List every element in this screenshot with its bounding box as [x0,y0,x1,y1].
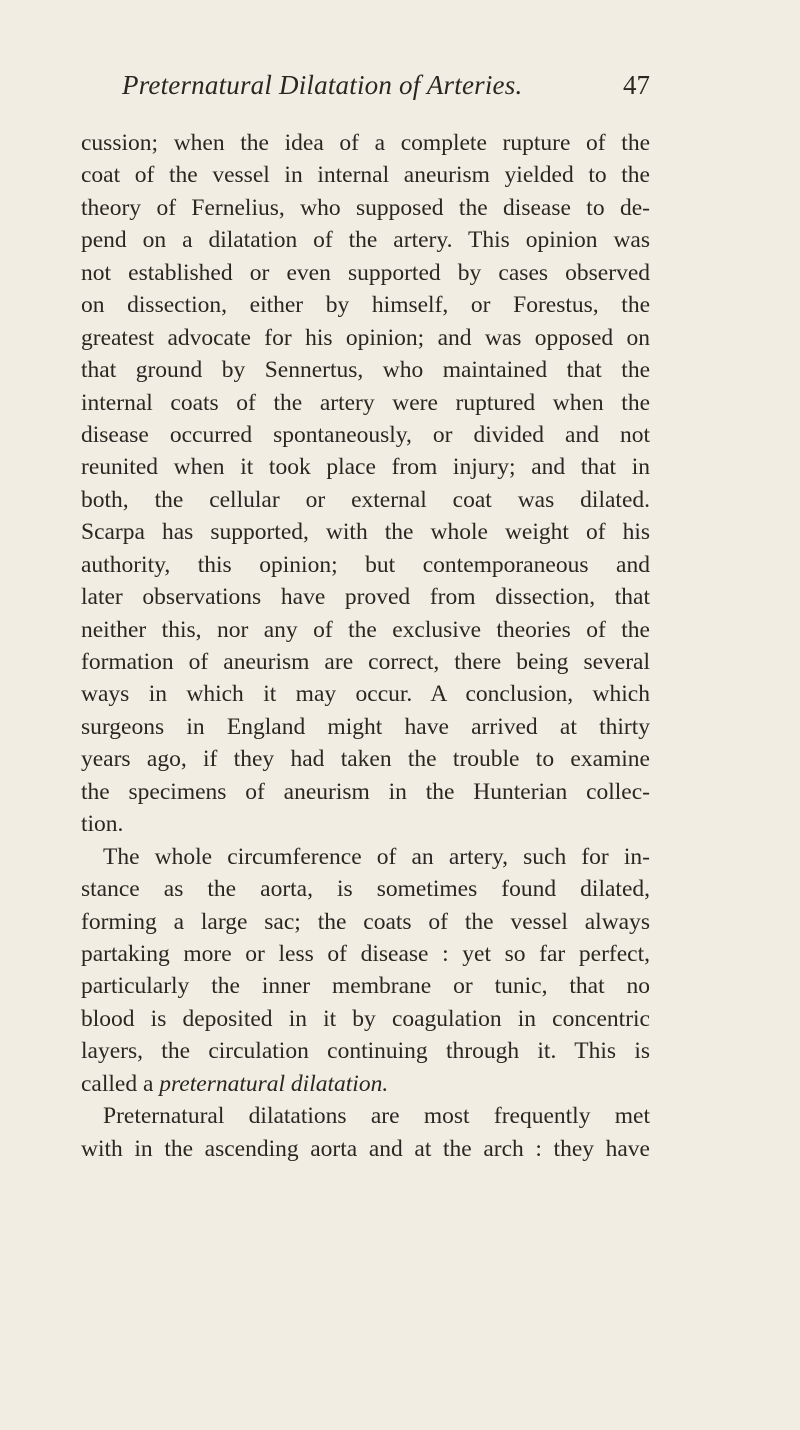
page-number: 47 [623,70,650,100]
running-header [122,70,650,110]
text-line: Preternatural dilatations are most frequently met [103,1103,650,1130]
text-line: theory of Fernelius, who supposed the disease to de- [81,194,650,221]
text-line [81,1068,650,1100]
text-line: particularly the inner membrane or tunic, that no [81,973,650,1000]
text-line: The whole circumference of an artery, such for in- [103,843,650,870]
text-line: disease occurred spontaneously, or divided and not [81,421,650,448]
text-line: forming a large sac; the coats of the vessel always [81,908,650,935]
text-line: that ground by Sennertus, who maintained that the [81,357,650,384]
text-line: pend on a dilatation of the artery. This opinion was [81,227,650,254]
text-line: both, the cellular or external coat was dilated. [81,486,650,513]
text-line: the specimens of aneurism in the Hunterian collec- [81,778,650,805]
text-line: later observations have proved from dissection, that [81,584,650,611]
text-line: authority, this opinion; but contemporaneous and [81,551,650,578]
text-line: blood is deposited in it by coagulation in concentric [81,1005,650,1032]
text-line: not established or even supported by cases observed [81,259,650,286]
text-line-start: called a [81,1070,154,1097]
body-text [81,127,650,1165]
text-line: Scarpa has supported, with the whole weight of his [81,519,650,546]
text-line: neither this, nor any of the exclusive theories of the [81,616,650,643]
text-line: ways in which it may occur. A conclusion, which [81,681,650,708]
text-line: stance as the aorta, is sometimes found dilated, [81,876,650,903]
text-line: cussion; when the idea of a complete rupture of the [81,130,650,156]
text-line: with in the ascending aorta and at the arch : they have [81,1135,650,1162]
text-line: surgeons in England might have arrived at thirty [81,713,650,740]
text-line: reunited when it took place from injury; and that in [81,454,650,481]
text-line: layers, the circulation continuing through it. This is [81,1038,650,1065]
text-line: internal coats of the artery were ruptured when the [81,389,650,416]
text-line: greatest advocate for his opinion; and was opposed on [81,324,650,351]
text-line: formation of aneurism are correct, there being several [81,649,650,675]
running-title: Preternatural Dilatation of Arteries. [122,70,523,100]
text-line: tion. [81,811,124,838]
emphasis-term: preternatural dilatation. [159,1070,389,1097]
text-line: partaking more or less of disease : yet so far perfect, [81,940,650,967]
text-line: years ago, if they had taken the trouble to examine [81,746,650,773]
text-line: on dissection, either by himself, or Forestus, the [81,292,650,319]
text-line: coat of the vessel in internal aneurism yielded to the [81,162,650,189]
